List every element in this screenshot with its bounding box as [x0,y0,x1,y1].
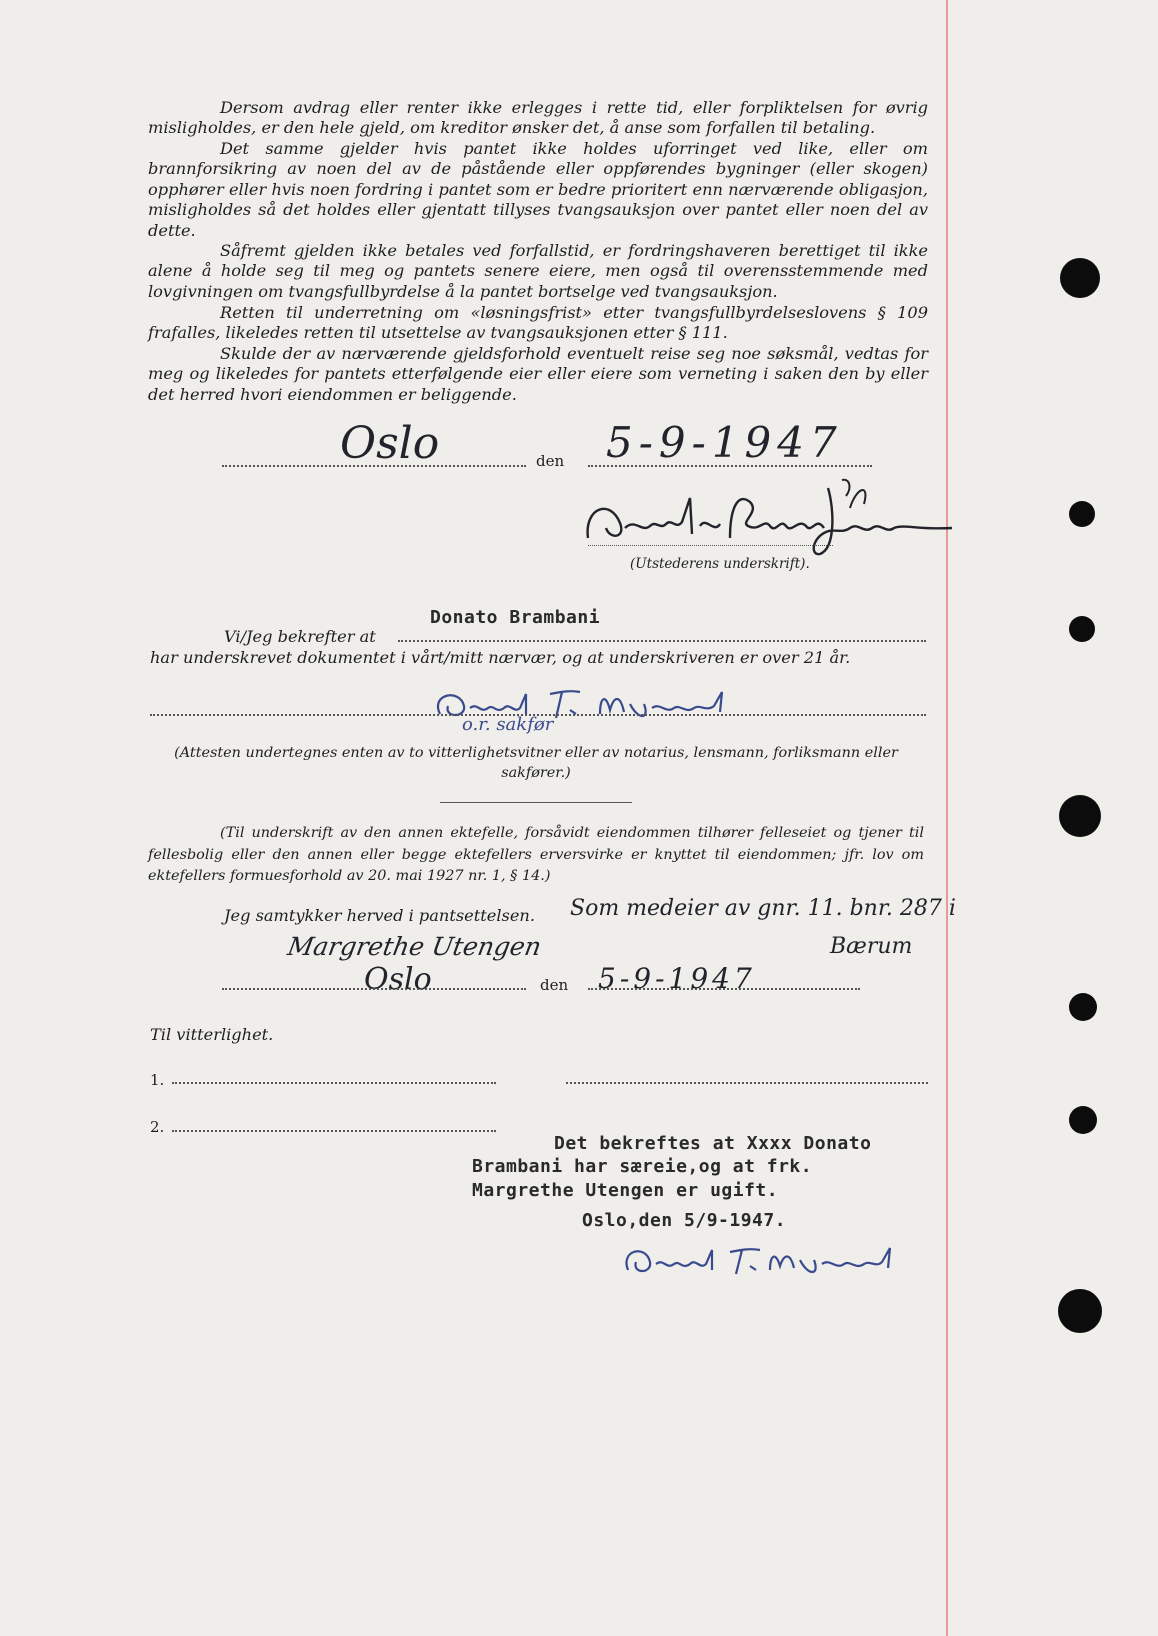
binder-hole [1059,795,1101,837]
confirmed-name: Donato Brambani [430,607,601,628]
spouse-date-line [588,988,860,990]
issue-den-label: den [536,452,565,470]
clause-forced-sale: Såfremt gjelden ikke betales ved forfallstid, er fordringshaveren berettiget til ikke alene å holde seg til meg og pantets senere eiere, men også til overensstemmende med lovgivningen om tvangsfullbyrdelse å la pantet bortselge ved tvangsauksjon. [148,241,928,301]
witness-signature-line [150,714,926,716]
issue-date: 5-9-1947 [606,418,843,467]
spouse-signature: Margrethe Utengen [285,932,544,961]
consent-handwritten: Som medeier av gnr. 11. bnr. 287 i [570,896,956,921]
spouse-place: Oslo [364,962,432,997]
confirm-label: Vi/Jeg bekrefter at [224,627,376,646]
attestation-heading: Til vitterlighet. [150,1025,274,1044]
typed-note-line-1: Det bekreftes at Xxxx Donato [554,1133,872,1154]
issuer-signature-caption: (Utstederens underskrift). [630,556,810,572]
clause-default: Dersom avdrag eller renter ikke erlegges i rette tid, eller forpliktelsen for øvrig misligholdes, er den hele gjeld, om kreditor ønsker det, å anse som forfallen til betaling. [148,98,928,138]
attestation-line-1-label: 1. [150,1071,165,1089]
attestation-line-2 [172,1130,496,1132]
attestation-line-1b [566,1082,928,1084]
attestation-line-2-label: 2. [150,1118,165,1136]
attestation-line-1 [172,1082,496,1084]
spouse-den-label: den [540,976,569,994]
issuer-signature-line [588,545,833,546]
binder-hole [1069,501,1095,527]
spouse-note: (Til underskrift av den annen ektefelle, forsåvidt eiendommen tilhører felleseiet og tjener til fellesbolig eller den annen eller begge ektefellers erversvirke er knyttet til eiendommen; jfr. lov om ektefellers formuesforhold av 20. mai 1927 nr. 1, § 14.) [148,825,924,884]
binder-hole [1069,993,1097,1021]
typed-note-line-4: Oslo,den 5/9-1947. [582,1210,787,1231]
confirm-text: har underskrevet dokumentet i vårt/mitt nærvær, og at underskriveren er over 21 år. [150,648,851,667]
issue-date-line [588,465,872,467]
consent-label: Jeg samtykker herved i pantsettelsen. [224,906,535,925]
witness-title: o.r. sakfør [462,714,554,735]
typed-note-line-3: Margrethe Utengen er ugift. [472,1180,779,1201]
clause-venue: Skulde der av nærværende gjeldsforhold eventuelt reise seg noe søksmål, vedtas for meg og likeledes for pantets etterfølgende eier eller eiere som verneting i saken den by eller det herred hvori eiendommen er beliggende. [148,344,928,404]
clause-notice: Retten til underretning om «løsningsfrist» etter tvangsfullbyrdelseslovens § 109 frafalles, likeledes retten til utsettelse av tvangsauksjonen etter § 111. [148,303,928,343]
typed-note-line-2: Brambani har særeie,og at frk. [472,1156,813,1177]
binder-hole [1069,616,1095,642]
margin-rule [946,0,948,1636]
binder-hole [1060,258,1100,298]
issuer-signature [580,478,960,558]
binder-hole [1069,1106,1097,1134]
witness-divider [440,802,632,803]
confirmed-name-line [398,640,926,642]
clause-maintenance: Det samme gjelder hvis pantet ikke holdes uforringet ved like, eller om brannforsikring av noen del av de påstående eller oppførendes bygninger (eller skogen) opphører eller hvis noen fordring i pantet som er bedre prioritert enn nærværende obligasjon, misligholdes så det holdes eller gjentatt tillyses tvangsauksjon over pantet eller noen del av dette. [148,139,928,240]
issue-place: Oslo [340,418,440,469]
issue-place-line [222,465,526,467]
consent-place-extra: Bærum [830,934,913,959]
spouse-date: 5-9-1947 [598,962,756,995]
spouse-place-line [222,988,526,990]
binder-hole [1058,1289,1102,1333]
witness-note: (Attesten undertegnes enten av to vitterlighetsvitner eller av notarius, lensmann, forliksmann eller sakfører.) [174,745,898,781]
notary-signature [620,1242,940,1282]
